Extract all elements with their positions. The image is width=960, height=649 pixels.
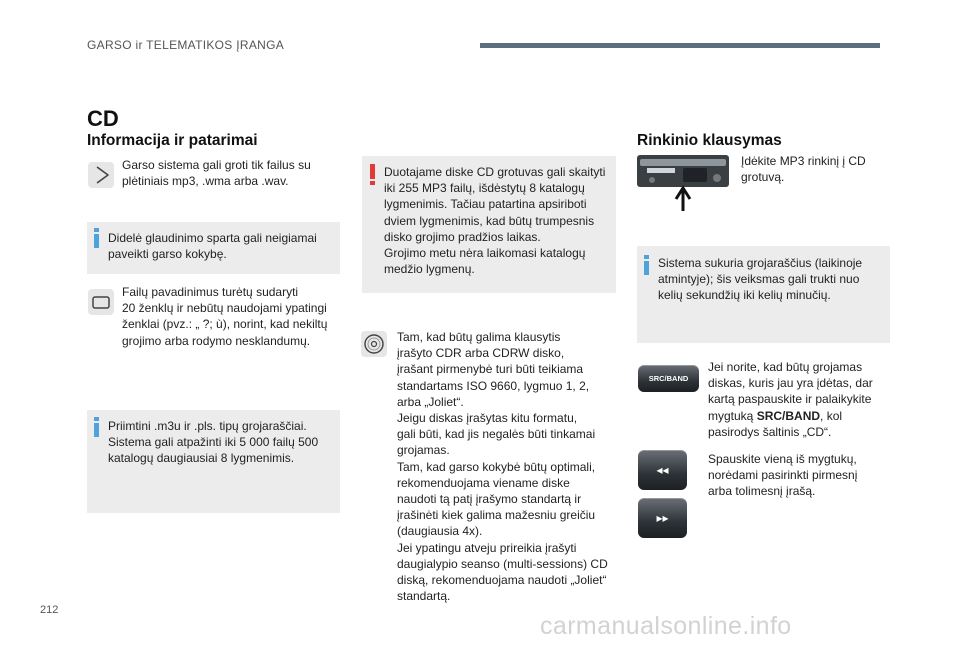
text-line: paveikti garso kokybę. xyxy=(108,247,227,262)
text-line: atmintyje); šis veiksmas gali trukti nuo xyxy=(658,272,860,287)
previous-button[interactable]: ◂◂ xyxy=(638,450,687,490)
section-title: GARSO ir TELEMATIKOS ĮRANGA xyxy=(87,38,285,52)
text-line: įrašinėti kiek galima mažesniu greičiu xyxy=(397,508,596,523)
head-unit-image xyxy=(637,155,729,211)
up-arrow-icon xyxy=(676,188,690,211)
text-line: Garso sistema gali groti tik failus su xyxy=(122,158,311,172)
right-heading: Rinkinio klausymas xyxy=(637,132,782,149)
next-button[interactable]: ▸▸ xyxy=(638,498,687,538)
text-line: Įdėkite MP3 rinkinį į CD xyxy=(741,154,866,168)
text-line: pasirodys šaltinis „CD“. xyxy=(708,424,832,439)
track-text xyxy=(708,451,888,500)
text-line: (daugiausia 4x). xyxy=(397,524,483,539)
text-line: norėdami pasirinkti pirmesnį xyxy=(708,468,858,483)
text-line: Grojimo metu nėra laikomasi katalogų xyxy=(384,246,586,261)
text-line: Jeigu diskas įrašytas kitu formatu, xyxy=(397,411,578,426)
page-number: 212 xyxy=(40,604,59,616)
text-line: iki 255 MP3 failų, išdėstytų 8 katalogų xyxy=(384,181,585,196)
text-line: Sistema gali atpažinti iki 5 000 failų 500 xyxy=(108,435,319,450)
text-line: įrašant pirmenybė turi būti teikiama xyxy=(397,362,584,377)
text-line: Jei ypatingu atveju prireikia įrašyti xyxy=(397,540,577,555)
warning-box xyxy=(362,156,616,293)
text-line: Duotajame diske CD grotuvas gali skaityti xyxy=(384,165,606,179)
text-line: Failų pavadinimus turėtų sudaryti xyxy=(122,285,299,299)
text-line: standartą. xyxy=(397,589,451,604)
tip2-text xyxy=(122,284,342,349)
header-bar xyxy=(480,43,880,48)
text-line: katalogų daugiausiai 8 lygmenimis. xyxy=(108,451,295,466)
src-text xyxy=(708,359,888,440)
text-line: arba tolimesnį įrašą. xyxy=(708,484,816,499)
text-line: diską, rekomenduojama naudoti „Joliet“ xyxy=(397,573,607,588)
info-icon xyxy=(94,417,104,437)
text-line: Sistema sukuria grojaraščius (laikinoje xyxy=(658,256,863,270)
text-line: įrašyto CDR arba CDRW disko, xyxy=(397,346,565,361)
insert-text xyxy=(741,153,891,185)
text-line: Jei norite, kad būtų grojamas xyxy=(708,360,863,374)
text-line: Tam, kad būtų galima klausytis xyxy=(397,330,561,344)
text-line: Priimtini .m3u ir .pls. tipų grojaraščiai. xyxy=(108,419,307,433)
info-icon xyxy=(644,255,654,275)
text-line: kelių sekundžių iki kelių minučių. xyxy=(658,288,831,303)
info-box-playlist-build xyxy=(637,246,890,343)
info-icon xyxy=(94,228,104,248)
text-line: arba „Joliet“. xyxy=(397,394,464,409)
text-line: grotuvą. xyxy=(741,170,785,185)
info-box-compression xyxy=(87,222,340,274)
text-line: Spauskite vieną iš mygtukų, xyxy=(708,452,857,466)
text-line: Didelė glaudinimo sparta gali neigiamai xyxy=(108,231,317,245)
text-line: mygtuką SRC/BAND, kol xyxy=(708,408,843,423)
cd-format-note xyxy=(397,329,622,604)
text-line: grojimo arba rodymo nesklandumų. xyxy=(122,333,311,348)
text-line: rekomenduojama viename diske xyxy=(397,475,570,490)
text-line: Tam, kad garso kokybė būtų optimali, xyxy=(397,459,596,474)
text-line: gali būti, kad jis negalės būti tinkamai xyxy=(397,427,596,442)
text-line: medžio lygmenų. xyxy=(384,262,475,277)
text-line: disko grojimo pradžios laikas. xyxy=(384,229,541,244)
text-line: grojamas. xyxy=(397,443,450,458)
text-line: diskas, kuris jau yra įdėtas, dar xyxy=(708,376,873,391)
text-line: 20 ženklų ir nebūtų naudojami ypatingi xyxy=(122,301,327,316)
left-heading: Informacija ir patarimai xyxy=(87,132,258,149)
src-band-button[interactable]: SRC/BAND xyxy=(638,365,699,392)
text-line: dviem lygmenimis, kad būtų trumpesnis xyxy=(384,213,595,228)
text-line: kartą paspauskite ir palaikykite xyxy=(708,392,872,407)
tip-rectangle-icon xyxy=(88,289,114,315)
text-line: lygmenimis. Tačiau patartina apsiriboti xyxy=(384,197,587,212)
text-line: plėtiniais mp3, .wma arba .wav. xyxy=(122,174,289,189)
text-line: daugialypio seanso (multi-sessions) CD xyxy=(397,556,608,571)
watermark: carmanualsonline.info xyxy=(540,612,792,640)
warning-icon xyxy=(370,164,376,186)
tip-triangle-icon xyxy=(88,162,114,188)
text-line: ženklai (pvz.: „ ?; ù), norint, kad nekiltų xyxy=(122,317,328,332)
tip1-text xyxy=(122,157,337,189)
text-line: naudoti tą patį įrašymo standartą ir xyxy=(397,492,582,507)
info-box-playlists xyxy=(87,410,340,513)
cd-disc-icon xyxy=(361,331,387,357)
page-title: CD xyxy=(87,106,119,131)
text-line: standartams ISO 9660, lygmuo 1, 2, xyxy=(397,378,590,393)
